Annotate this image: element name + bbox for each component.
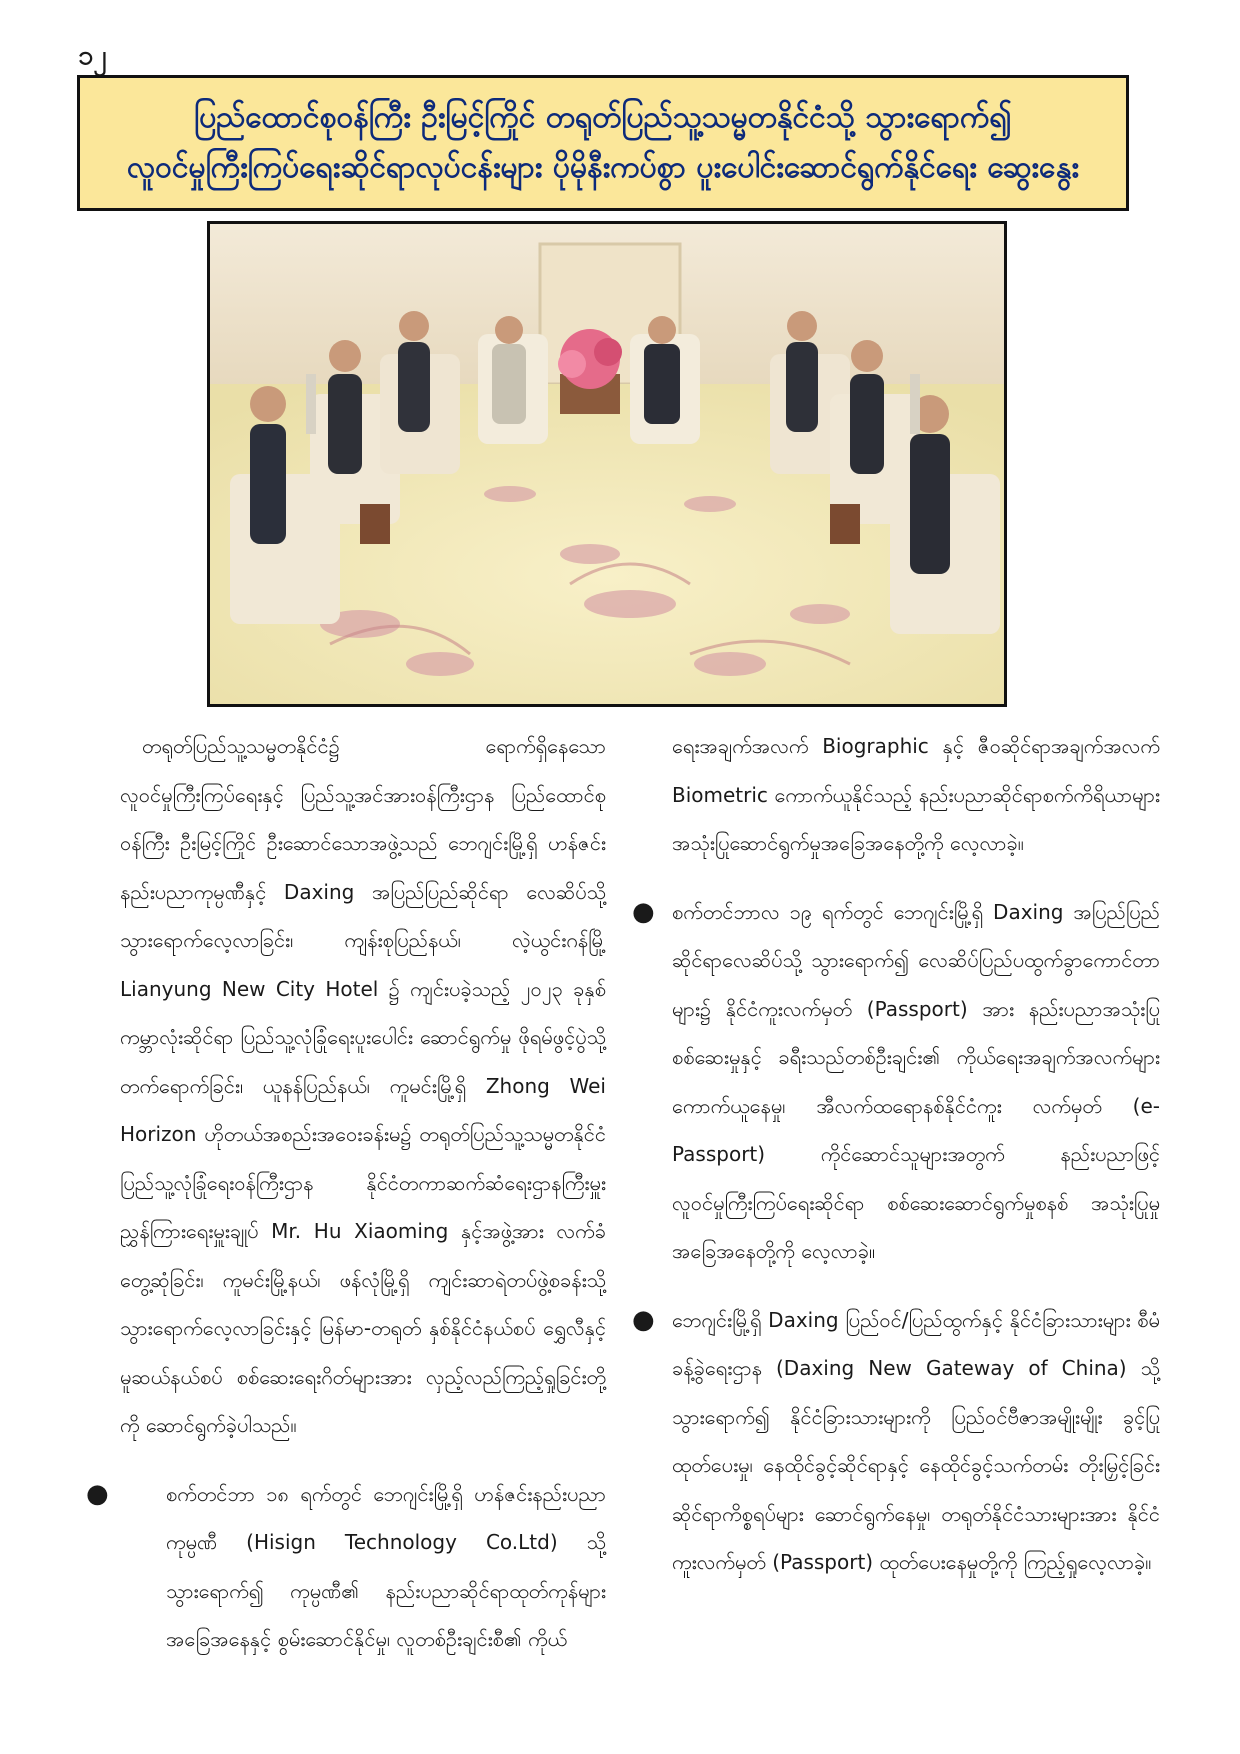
headline-line-1: ပြည်ထောင်စုဝန်ကြီး ဦးမြင့်ကြိုင် တရုတ်ပြည်သူ့သမ္မတနိုင်ငံသို့ သွားရောက်၍ [194,100,1012,135]
bullet-icon: ● [632,1304,655,1335]
meeting-room-illustration [210,224,1004,704]
bullet-item-1 [86,1470,606,1664]
page-number: ၁၂ [78,40,107,71]
intro-paragraph: တရုတ်ပြည်သူ့သမ္မတနိုင်ငံ၌ ရောက်ရှိနေသော လူဝင်မှုကြီးကြပ်ရေးနှင့် ပြည်သူ့အင်အားဝန်ကြီးဌာန ပြည်ထောင်စုဝန်ကြီး ဦးမြင့်ကြိုင် ဦးဆောင်သောအဖွဲ့သည် ဘေဂျင်းမြို့ရှိ ဟန်ဇင်းနည်းပညာကုမ္ပဏီနှင့် Daxing အပြည်ပြည်ဆိုင်ရာ လေဆိပ်သို့ သွားရောက်လေ့လာခြင်း၊ ကျန်းစုပြည်နယ်၊ လဲ့ယွင်းဂန်မြို့ Lianyung New City Hotel ၌ ကျင်းပခဲ့သည့် ၂၀၂၃ ခုနှစ် ကမ္ဘာလုံးဆိုင်ရာ ပြည်သူ့လုံခြုံရေးပူးပေါင်း ဆောင်ရွက်မှု ဖိုရမ်ဖွင့်ပွဲသို့တက်ရောက်ခြင်း၊ ယူနန်ပြည်နယ်၊ ကူမင်းမြို့ရှိ Zhong Wei Horizon ဟိုတယ်အစည်းအဝေးခန်းမ၌ တရုတ်ပြည်သူ့သမ္မတနိုင်ငံ ပြည်သူ့လုံခြုံရေးဝန်ကြီးဌာန နိုင်ငံတကာဆက်ဆံရေးဌာနကြီးမှူး ညွှန်ကြားရေးမှူးချုပ် Mr. Hu Xiaoming နှင့်အဖွဲ့အား လက်ခံတွေ့ဆုံခြင်း၊ ကူမင်းမြို့နယ်၊ ဖန်လုံမြို့ရှိ ကျင်းဆာရဲတပ်ဖွဲ့စခန်းသို့သွားရောက်လေ့လာခြင်းနှင့် မြန်မာ-တရုတ် နှစ်နိုင်ငံနယ်စပ် ရွှေလီနှင့် မူဆယ်နယ်စပ် စစ်ဆေးရေးဂိတ်များအား လှည့်လည်ကြည့်ရှုခြင်းတို့ကို ဆောင်ရွက်ခဲ့ပါသည်။ [120,734,606,1437]
right-column [632,722,1160,1587]
bullet-icon: ● [86,1478,109,1509]
bullet-3-text: ဘေဂျင်းမြို့ရှိ Daxing ပြည်ဝင်/ပြည်ထွက်နှင့် နိုင်ငံခြားသားများ စီမံခန့်ခွဲရေးဌာန (Daxing New Gateway of China) သို့ သွားရောက်၍ နိုင်ငံခြားသားများကို ပြည်ဝင်ဗီဇာအမျိုးမျိုး ခွင့်ပြုထုတ်ပေးမှု၊ နေထိုင်ခွင့်ဆိုင်ရာနှင့် နေထိုင်ခွင့်သက်တမ်း တိုးမြှင့်ခြင်းဆိုင်ရာကိစ္စရပ်များ ဆောင်ရွက်နေမှု၊ တရုတ်နိုင်ငံသားများအား နိုင်ငံကူးလက်မှတ် (Passport) ထုတ်ပေးနေမှုတို့ကို ကြည့်ရှုလေ့လာခဲ့။ [672,1307,1160,1574]
meeting-photo [207,221,1007,707]
bullet-2-text: စက်တင်ဘာလ ၁၉ ရက်တွင် ဘေဂျင်းမြို့ရှိ Daxing အပြည်ပြည်ဆိုင်ရာလေဆိပ်သို့ သွားရောက်၍ လေဆိပ်ပြည်ပထွက်ခွာကောင်တာများ၌ နိုင်ငံကူးလက်မှတ် (Passport) အား နည်းပညာအသုံးပြုစစ်ဆေးမှုနှင့် ခရီးသည်တစ်ဦးချင်း၏ ကိုယ်ရေးအချက်အလက်များ ကောက်ယူနေမှု၊ အီလက်ထရောနစ်နိုင်ငံကူး လက်မှတ် (e-Passport) ကိုင်ဆောင်သူများအတွက် နည်းပညာဖြင့် လူဝင်မှုကြီးကြပ်ရေးဆိုင်ရာ စစ်ဆေးဆောင်ရွက်မှုစနစ် အသုံးပြုမှုအခြေအနေတို့ကို လေ့လာခဲ့။ [672,899,1160,1263]
bullet-item-2 [632,888,1160,1276]
bullet-1-text-continued: ရေးအချက်အလက် Biographic နှင့် ဇီဝဆိုင်ရာအချက်အလက် Biometric ကောက်ယူနိုင်သည့် နည်းပညာဆိုင်ရာစက်ကိရိယာများ အသုံးပြုဆောင်ရွက်မှုအခြေအနေတို့ကို လေ့လာခဲ့။ [672,734,1160,855]
headline-box [77,75,1129,211]
bullet-icon: ● [632,896,655,927]
bullet-1-text-start: စက်တင်ဘာ ၁၈ ရက်တွင် ဘေဂျင်းမြို့ရှိ ဟန်ဇင်းနည်းပညာကုမ္ပဏီ (Hisign Technology Co.Ltd) သို့ သွားရောက်၍ ကုမ္ပဏီ၏ နည်းပညာဆိုင်ရာထုတ်ကုန်များ အခြေအနေနှင့် စွမ်းဆောင်နိုင်မှု၊ လူတစ်ဦးချင်းစီ၏ ကိုယ် [166,1481,606,1651]
bullet-item-3 [632,1296,1160,1587]
left-column [86,722,606,1664]
headline-line-2: လူဝင်မှုကြီးကြပ်ရေးဆိုင်ရာလုပ်ငန်းများ ပိုမိုနီးကပ်စွာ ပူးပေါင်းဆောင်ရွက်နိုင်ရေး ဆွေးနွေး [126,150,1080,185]
